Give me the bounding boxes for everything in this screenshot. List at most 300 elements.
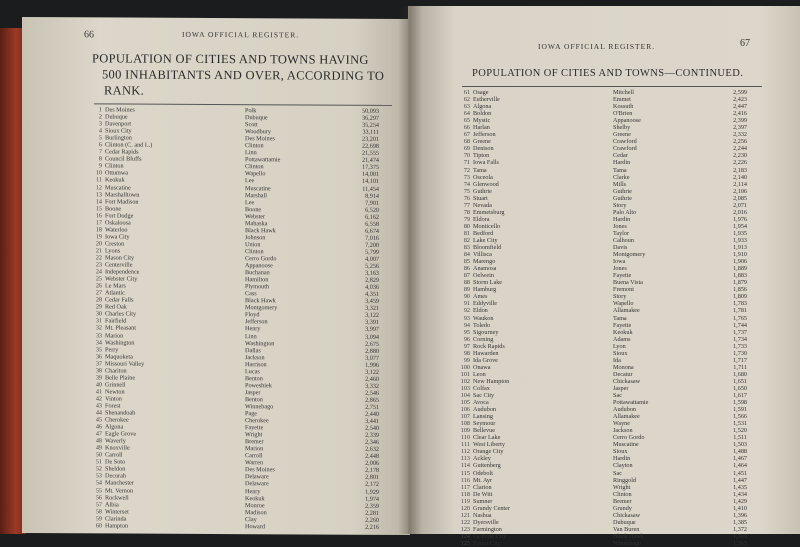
- city-cell: Denison: [473, 145, 494, 153]
- population-cell: 2,256: [733, 138, 747, 146]
- rank-cell: 70: [463, 152, 470, 160]
- city-cell: Lake City: [473, 236, 498, 244]
- population-cell: 4,351: [365, 290, 379, 299]
- rank-cell: 32: [95, 324, 102, 332]
- county-cell: Benton: [245, 396, 263, 404]
- population-cell: 21,555: [361, 150, 379, 158]
- table-row: [454, 167, 747, 174]
- rank-cell: 97: [463, 342, 470, 350]
- city-cell: New Hampton: [473, 377, 510, 385]
- population-cell: 6,520: [365, 206, 379, 214]
- rank-cell: 31: [95, 317, 102, 325]
- county-cell: Jackson: [245, 353, 265, 361]
- county-cell: Clayton: [613, 462, 633, 470]
- county-cell: Appanoose: [613, 117, 641, 125]
- city-cell: Perry: [105, 346, 119, 354]
- population-cell: 2,397: [733, 124, 747, 132]
- population-cell: 3,391: [365, 319, 379, 327]
- county-cell: Harrison: [245, 360, 267, 368]
- city-cell: Hampton: [105, 522, 129, 530]
- county-cell: Bremer: [613, 497, 632, 505]
- county-cell: Delaware: [245, 473, 269, 481]
- rank-cell: 72: [463, 166, 470, 174]
- population-cell: 1,883: [733, 272, 747, 280]
- table-row: [454, 188, 747, 195]
- city-cell: West Liberty: [473, 441, 505, 449]
- rank-cell: 40: [95, 381, 102, 389]
- city-cell: Eagle Grove: [105, 430, 137, 438]
- rank-cell: 67: [463, 131, 470, 139]
- county-cell: Keokuk: [613, 328, 633, 336]
- county-cell: Keokuk: [245, 494, 265, 502]
- county-cell: Boone: [245, 205, 262, 213]
- population-cell: 2,675: [365, 340, 379, 348]
- city-cell: Burlington: [105, 134, 132, 142]
- population-cell: 2,359: [365, 502, 379, 510]
- table-row: [454, 470, 747, 477]
- city-cell: Leon: [473, 370, 486, 378]
- county-cell: Jones: [613, 265, 627, 273]
- county-cell: Black Hawk: [613, 532, 644, 540]
- right-running-header: IOWA OFFICIAL REGISTER.: [538, 42, 656, 51]
- county-cell: Montgomery: [245, 304, 278, 312]
- rank-cell: 91: [463, 300, 470, 308]
- left-page: [22, 17, 410, 535]
- population-cell: 1,464: [733, 462, 747, 470]
- rank-cell: 10: [95, 169, 102, 177]
- county-cell: Hardin: [613, 455, 631, 463]
- city-cell: Bedford: [473, 229, 494, 237]
- rank-cell: 44: [95, 409, 102, 417]
- county-cell: Tama: [613, 314, 627, 322]
- rank-cell: 9: [98, 162, 102, 170]
- rank-cell: 110: [460, 434, 470, 442]
- table-row: [454, 258, 747, 265]
- city-cell: Fort Madison: [105, 198, 139, 206]
- population-cell: 2,460: [365, 375, 379, 383]
- city-cell: Clarinda: [105, 515, 127, 523]
- rank-cell: 41: [95, 388, 102, 396]
- rank-cell: 50: [95, 451, 102, 459]
- table-row: [454, 216, 747, 223]
- population-cell: 22,698: [361, 142, 379, 151]
- county-cell: Woodbury: [245, 128, 271, 136]
- city-cell: Lansing: [473, 413, 493, 421]
- county-cell: Mitchell: [613, 89, 634, 96]
- population-cell: 14,101: [361, 178, 379, 186]
- rank-cell: 26: [95, 282, 102, 290]
- population-cell: 1,730: [733, 349, 747, 357]
- city-cell: Colfax: [473, 384, 490, 392]
- rank-cell: 19: [95, 233, 102, 241]
- table-row: [454, 343, 747, 350]
- population-cell: 3,094: [365, 333, 379, 341]
- rank-cell: 63: [463, 103, 470, 111]
- rank-cell: 12: [95, 183, 102, 191]
- rank-cell: 88: [463, 279, 470, 287]
- population-cell: 2,423: [733, 96, 747, 104]
- county-cell: Cerro Gordo: [613, 434, 645, 442]
- city-cell: Boone: [105, 205, 122, 213]
- population-cell: 2,230: [733, 152, 747, 160]
- population-cell: 17,375: [361, 164, 379, 172]
- population-cell: 1,765: [733, 314, 747, 322]
- table-row: [454, 385, 747, 392]
- right-page: [408, 6, 800, 547]
- rank-cell: 103: [460, 384, 470, 392]
- rank-cell: 124: [460, 532, 470, 540]
- table-row: [454, 540, 747, 547]
- rank-cell: 116: [460, 476, 470, 484]
- city-cell: Eldon: [473, 307, 488, 315]
- county-cell: Pottawattamie: [613, 399, 649, 407]
- table-row: [454, 448, 747, 455]
- population-cell: 3,321: [365, 305, 379, 313]
- county-cell: Cass: [245, 290, 257, 298]
- county-cell: Mills: [613, 180, 627, 188]
- rank-cell: 29: [95, 303, 102, 311]
- county-cell: Johnson: [245, 233, 266, 242]
- city-cell: Sioux City: [105, 127, 132, 135]
- county-cell: Carroll: [245, 452, 263, 460]
- city-cell: Creston: [105, 240, 125, 248]
- county-cell: Howard: [245, 522, 265, 531]
- population-cell: 1,935: [733, 229, 747, 237]
- table-row: [86, 522, 379, 531]
- rank-cell: 35: [95, 345, 102, 353]
- right-page-number: 67: [740, 38, 750, 49]
- rank-cell: 78: [463, 208, 470, 216]
- population-cell: 6,162: [365, 213, 379, 221]
- table-row: [454, 491, 747, 498]
- rank-cell: 37: [95, 360, 102, 368]
- table-row: [454, 315, 747, 322]
- population-cell: 6,558: [365, 220, 379, 228]
- population-cell: 1,929: [365, 488, 379, 496]
- population-cell: 1,511: [733, 434, 747, 442]
- rank-cell: 92: [463, 307, 470, 315]
- rank-cell: 90: [463, 293, 470, 301]
- table-row: [454, 329, 747, 336]
- county-cell: Jones: [613, 222, 627, 230]
- rank-cell: 77: [463, 201, 470, 209]
- city-cell: Red Oak: [105, 303, 127, 311]
- population-cell: 1,503: [733, 441, 747, 449]
- city-cell: Marion: [105, 331, 124, 340]
- city-cell: Seymour: [473, 420, 496, 428]
- rank-cell: 33: [95, 331, 102, 339]
- county-cell: Taylor: [613, 229, 630, 237]
- city-cell: Boldon: [473, 110, 492, 118]
- table-row: [454, 265, 747, 272]
- rank-cell: 122: [460, 518, 470, 526]
- population-cell: 2,281: [365, 509, 379, 517]
- city-cell: Webster City: [105, 275, 138, 283]
- county-cell: Chickasaw: [613, 511, 641, 519]
- county-cell: Guthrie: [613, 194, 632, 202]
- population-cell: 1,933: [733, 236, 747, 244]
- city-cell: Onawa: [473, 363, 491, 371]
- population-cell: 2,829: [365, 276, 379, 284]
- rank-cell: 51: [95, 458, 102, 466]
- city-cell: Fort Dodge: [105, 212, 134, 220]
- left-top-rule: [94, 103, 392, 106]
- county-cell: Decatur: [613, 370, 633, 378]
- table-row: [454, 364, 747, 371]
- county-cell: Fayette: [613, 272, 632, 280]
- city-cell: Albia: [105, 501, 119, 509]
- population-cell: 2,183: [733, 166, 747, 174]
- table-row: [454, 110, 747, 117]
- rank-cell: 45: [95, 416, 102, 424]
- county-cell: Crawford: [613, 138, 637, 146]
- county-cell: Pottawattamie: [245, 156, 281, 164]
- population-cell: 1,365: [733, 540, 747, 547]
- city-cell: Keokuk: [105, 176, 125, 184]
- city-cell: Forest City: [473, 540, 501, 547]
- population-cell: 2,106: [733, 187, 747, 195]
- table-row: [454, 145, 747, 152]
- county-cell: Des Moines: [245, 135, 275, 143]
- county-cell: Ringgold: [613, 476, 637, 484]
- table-row: [454, 350, 747, 357]
- county-cell: Palo Alto: [613, 208, 637, 216]
- population-cell: 2,178: [365, 467, 379, 475]
- left-population-table: [86, 106, 379, 530]
- city-cell: Clear Lake: [473, 434, 501, 442]
- population-cell: 1,976: [733, 215, 747, 223]
- city-cell: Jefferson: [473, 131, 496, 139]
- rank-cell: 25: [95, 275, 102, 283]
- population-cell: 1,783: [733, 300, 747, 308]
- rank-cell: 81: [463, 229, 470, 237]
- rank-cell: 84: [463, 251, 470, 259]
- city-cell: Cedar Rapids: [105, 148, 139, 156]
- rank-cell: 109: [460, 427, 470, 435]
- county-cell: Winnebago: [245, 403, 274, 411]
- city-cell: Lyons: [105, 247, 121, 255]
- city-cell: Maquoketa: [105, 353, 133, 361]
- population-cell: 1,447: [733, 476, 747, 484]
- population-cell: 2,346: [365, 438, 379, 447]
- rank-cell: 3: [98, 120, 102, 128]
- rank-cell: 69: [463, 145, 470, 153]
- county-cell: Wayne: [613, 420, 631, 428]
- population-cell: 36,297: [361, 114, 379, 122]
- city-cell: Mt. Ayr: [473, 476, 493, 484]
- rank-cell: 89: [463, 286, 470, 294]
- population-cell: 2,332: [733, 131, 747, 139]
- rank-cell: 6: [98, 141, 102, 149]
- rank-cell: 107: [460, 413, 470, 421]
- county-cell: Jackson: [613, 427, 633, 435]
- rank-cell: 80: [463, 222, 470, 230]
- county-cell: Clinton: [245, 142, 264, 150]
- city-cell: Oelwein: [473, 272, 494, 280]
- table-row: [454, 336, 747, 343]
- rank-cell: 95: [463, 328, 470, 336]
- city-cell: Cherokee: [105, 416, 129, 424]
- rank-cell: 22: [95, 254, 102, 262]
- county-cell: Adams: [613, 335, 631, 343]
- population-cell: 2,339: [365, 431, 379, 440]
- county-cell: Allamakee: [613, 413, 640, 421]
- table-row: [454, 399, 747, 406]
- population-cell: 2,071: [733, 201, 747, 209]
- population-cell: 1,650: [733, 384, 747, 392]
- county-cell: Dallas: [245, 346, 261, 354]
- population-cell: 7,200: [365, 241, 379, 249]
- population-cell: 6,674: [365, 227, 379, 235]
- rank-cell: 8: [98, 155, 102, 163]
- county-cell: Montgomery: [613, 251, 646, 259]
- county-cell: Dubuque: [245, 114, 268, 122]
- city-cell: Ames: [473, 293, 488, 301]
- rank-cell: 15: [95, 205, 102, 213]
- population-cell: 1,435: [733, 483, 747, 491]
- rank-cell: 100: [460, 363, 470, 371]
- county-cell: Grundy: [613, 504, 632, 512]
- table-row: [454, 124, 747, 131]
- rank-cell: 43: [95, 402, 102, 410]
- population-cell: 1,913: [733, 244, 747, 252]
- population-cell: 4,007: [365, 255, 379, 263]
- city-cell: Sheldon: [105, 465, 126, 473]
- population-cell: 3,332: [365, 382, 379, 390]
- table-row: [454, 279, 747, 286]
- table-row: [454, 455, 747, 462]
- county-cell: Davis: [613, 244, 628, 252]
- county-cell: Monroe: [245, 501, 265, 509]
- population-cell: 5,256: [365, 262, 379, 270]
- left-title-line-1: POPULATION OF CITIES AND TOWNS HAVING: [92, 51, 369, 67]
- rank-cell: 71: [463, 159, 470, 167]
- rank-cell: 125: [460, 540, 470, 547]
- population-cell: 2,216: [365, 523, 379, 531]
- city-cell: Nashua: [473, 511, 492, 519]
- county-cell: Fremont: [613, 286, 634, 294]
- county-cell: Marshall: [245, 191, 267, 199]
- county-cell: Dubuque: [613, 518, 636, 526]
- county-cell: Clinton: [245, 163, 264, 171]
- county-cell: Fayette: [613, 321, 632, 329]
- rank-cell: 68: [463, 138, 470, 146]
- table-row: [454, 251, 747, 258]
- table-row: [454, 286, 747, 293]
- table-row: [454, 371, 747, 378]
- city-cell: Ottumwa: [105, 169, 129, 177]
- population-cell: 1,954: [733, 222, 747, 230]
- rank-cell: 65: [463, 117, 470, 125]
- rank-cell: 120: [460, 504, 470, 512]
- population-cell: 2,016: [733, 208, 747, 216]
- city-cell: Tama: [473, 166, 487, 174]
- rank-cell: 24: [95, 268, 102, 276]
- population-cell: 1,744: [733, 321, 747, 329]
- population-cell: 1,410: [733, 504, 747, 512]
- county-cell: Hamilton: [245, 276, 269, 284]
- county-cell: Henry: [245, 487, 261, 495]
- population-cell: 3,997: [365, 326, 379, 334]
- city-cell: Tipton: [473, 152, 490, 160]
- county-cell: Cerro Gordo: [245, 255, 277, 263]
- county-cell: Muscatine: [613, 441, 639, 449]
- county-cell: Hardin: [613, 159, 631, 167]
- population-cell: 1,781: [733, 307, 747, 315]
- rank-cell: 114: [460, 462, 470, 470]
- county-cell: Lucas: [245, 367, 260, 375]
- population-cell: 1,531: [733, 420, 747, 428]
- population-cell: 1,734: [733, 335, 747, 343]
- rank-cell: 2: [98, 113, 102, 121]
- city-cell: Oskaloosa: [105, 219, 131, 227]
- county-cell: Clinton: [613, 490, 632, 498]
- city-cell: Stuart: [473, 194, 488, 202]
- rank-cell: 56: [95, 493, 102, 501]
- rank-cell: 86: [463, 265, 470, 273]
- table-row: [454, 413, 747, 420]
- rank-cell: 66: [463, 124, 470, 132]
- population-cell: 1,434: [733, 490, 747, 498]
- rank-cell: 21: [95, 247, 102, 255]
- population-cell: 1,617: [733, 392, 747, 400]
- population-cell: 2,172: [365, 481, 379, 489]
- city-cell: Guttenberg: [473, 462, 501, 470]
- city-cell: Mason City: [105, 254, 135, 262]
- city-cell: Algona: [473, 103, 492, 111]
- city-cell: Waverly: [105, 437, 126, 445]
- city-cell: Sumner: [473, 497, 493, 505]
- city-cell: Clinton (C. and L.): [105, 141, 153, 149]
- population-cell: 14,001: [361, 171, 379, 179]
- city-cell: Ackley: [473, 455, 491, 463]
- population-cell: 1,396: [733, 511, 747, 519]
- county-cell: Hardin: [613, 215, 631, 223]
- city-cell: Emmetsburg: [473, 208, 505, 216]
- city-cell: Cedar Falls: [105, 296, 134, 304]
- city-cell: Iowa City: [105, 233, 130, 241]
- population-cell: 50,093: [361, 107, 379, 115]
- population-cell: 2,140: [733, 173, 747, 181]
- city-cell: Mystic: [473, 117, 491, 125]
- population-cell: 2,399: [733, 117, 747, 125]
- county-cell: Jasper: [245, 389, 261, 397]
- city-cell: Belle Plaine: [105, 374, 136, 382]
- rank-cell: 57: [95, 500, 102, 509]
- population-cell: 1,598: [733, 399, 747, 407]
- population-cell: 2,447: [733, 103, 747, 111]
- population-cell: 1,910: [733, 251, 747, 259]
- city-cell: Carroll: [105, 451, 123, 459]
- county-cell: Wright: [613, 483, 631, 491]
- book-gutter: [398, 6, 422, 534]
- population-cell: 1,889: [733, 265, 747, 273]
- county-cell: Emmet: [613, 96, 631, 104]
- city-cell: Sac City: [473, 392, 495, 400]
- county-cell: Audubon: [613, 406, 637, 414]
- table-row: [454, 420, 747, 427]
- county-cell: Des Moines: [245, 466, 275, 474]
- county-cell: Floyd: [245, 311, 260, 319]
- county-cell: Ida: [613, 356, 621, 364]
- city-cell: Greene: [473, 138, 491, 146]
- population-cell: 2,632: [365, 446, 379, 454]
- table-row: [454, 512, 747, 519]
- rank-cell: 46: [95, 423, 102, 431]
- population-cell: 1,856: [733, 286, 747, 294]
- rank-cell: 74: [463, 180, 470, 188]
- rank-cell: 52: [95, 465, 102, 473]
